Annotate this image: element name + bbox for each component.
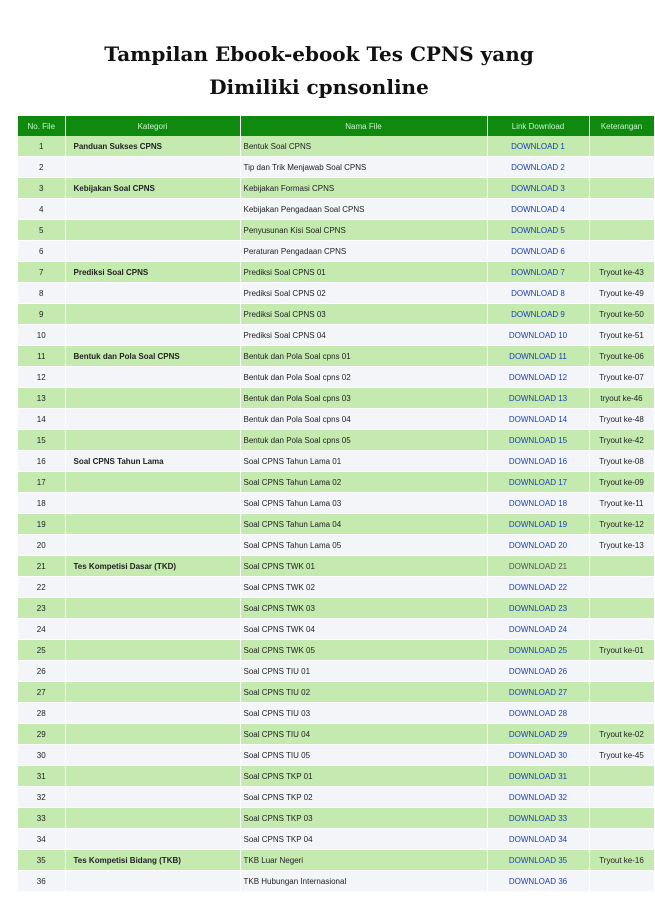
note-cell: Tryout ke-42	[589, 430, 654, 451]
note-cell: Tryout ke-51	[589, 325, 654, 346]
file-number-cell: 7	[18, 262, 65, 283]
table-row	[18, 577, 654, 598]
file-number-cell: 29	[18, 724, 65, 745]
header-kategori: Kategori	[65, 116, 240, 136]
header-nama-file: Nama File	[240, 116, 487, 136]
file-number-cell: 13	[18, 388, 65, 409]
note-cell	[589, 661, 654, 682]
file-number-cell: 21	[18, 556, 65, 577]
file-number-cell: 12	[18, 367, 65, 388]
note-cell: Tryout ke-07	[589, 367, 654, 388]
table-row	[18, 409, 654, 430]
file-name-cell: Soal CPNS TIU 04	[240, 724, 487, 745]
note-cell	[589, 766, 654, 787]
table-row	[18, 871, 654, 892]
file-name-cell: Soal CPNS TIU 01	[240, 661, 487, 682]
category-cell	[65, 388, 240, 409]
file-name-cell: Prediksi Soal CPNS 02	[240, 283, 487, 304]
note-cell: Tryout ke-16	[589, 850, 654, 871]
download-link[interactable]: DOWNLOAD 21	[487, 556, 589, 577]
file-number-cell: 4	[18, 199, 65, 220]
note-cell: Tryout ke-45	[589, 745, 654, 766]
category-cell	[65, 283, 240, 304]
file-name-cell: Bentuk dan Pola Soal cpns 01	[240, 346, 487, 367]
category-cell	[65, 430, 240, 451]
file-number-cell: 34	[18, 829, 65, 850]
file-name-cell: Bentuk dan Pola Soal cpns 04	[240, 409, 487, 430]
download-link[interactable]: DOWNLOAD 4	[487, 199, 589, 220]
category-cell	[65, 367, 240, 388]
file-name-cell: Soal CPNS Tahun Lama 03	[240, 493, 487, 514]
file-number-cell: 10	[18, 325, 65, 346]
download-link[interactable]: DOWNLOAD 31	[487, 766, 589, 787]
file-number-cell: 15	[18, 430, 65, 451]
file-name-cell: Soal CPNS TKP 01	[240, 766, 487, 787]
note-cell	[589, 619, 654, 640]
table-row	[18, 514, 654, 535]
note-cell: Tryout ke-49	[589, 283, 654, 304]
file-name-cell: Soal CPNS Tahun Lama 05	[240, 535, 487, 556]
file-number-cell: 25	[18, 640, 65, 661]
file-number-cell: 23	[18, 598, 65, 619]
file-name-cell: Tip dan Trik Menjawab Soal CPNS	[240, 157, 487, 178]
file-name-cell: Soal CPNS TWK 04	[240, 619, 487, 640]
file-name-cell: Prediksi Soal CPNS 03	[240, 304, 487, 325]
file-number-cell: 9	[18, 304, 65, 325]
category-cell	[65, 304, 240, 325]
file-name-cell: Penyusunan Kisi Soal CPNS	[240, 220, 487, 241]
download-link[interactable]: DOWNLOAD 11	[487, 346, 589, 367]
file-number-cell: 20	[18, 535, 65, 556]
table-row	[18, 682, 654, 703]
category-cell	[65, 241, 240, 262]
note-cell	[589, 157, 654, 178]
file-number-cell: 1	[18, 136, 65, 157]
category-cell	[65, 871, 240, 892]
note-cell: Tryout ke-09	[589, 472, 654, 493]
file-name-cell: Soal CPNS TIU 03	[240, 703, 487, 724]
page-title	[0, 38, 638, 104]
category-cell	[65, 808, 240, 829]
table-row	[18, 598, 654, 619]
download-link[interactable]: DOWNLOAD 27	[487, 682, 589, 703]
category-cell	[65, 766, 240, 787]
download-link[interactable]: DOWNLOAD 14	[487, 409, 589, 430]
file-number-cell: 22	[18, 577, 65, 598]
download-link[interactable]: DOWNLOAD 9	[487, 304, 589, 325]
download-link[interactable]: DOWNLOAD 3	[487, 178, 589, 199]
note-cell	[589, 787, 654, 808]
category-cell: Soal CPNS Tahun Lama	[65, 451, 240, 472]
note-cell: Tryout ke-08	[589, 451, 654, 472]
note-cell: Tryout ke-50	[589, 304, 654, 325]
header-link-download: Link Download	[487, 116, 589, 136]
download-link[interactable]: DOWNLOAD 25	[487, 640, 589, 661]
table-row	[18, 220, 654, 241]
file-name-cell: TKB Luar Negeri	[240, 850, 487, 871]
table-row	[18, 808, 654, 829]
note-cell	[589, 682, 654, 703]
category-cell: Kebijakan Soal CPNS	[65, 178, 240, 199]
download-link[interactable]: DOWNLOAD 20	[487, 535, 589, 556]
table-row	[18, 661, 654, 682]
note-cell	[589, 556, 654, 577]
download-link[interactable]: DOWNLOAD 35	[487, 850, 589, 871]
note-cell: Tryout ke-01	[589, 640, 654, 661]
table-row	[18, 703, 654, 724]
download-link[interactable]: DOWNLOAD 15	[487, 430, 589, 451]
file-name-cell: Soal CPNS TWK 05	[240, 640, 487, 661]
file-number-cell: 3	[18, 178, 65, 199]
download-link[interactable]: DOWNLOAD 8	[487, 283, 589, 304]
file-number-cell: 2	[18, 157, 65, 178]
category-cell: Tes Kompetisi Dasar (TKD)	[65, 556, 240, 577]
note-cell: Tryout ke-06	[589, 346, 654, 367]
note-cell: Tryout ke-12	[589, 514, 654, 535]
file-number-cell: 26	[18, 661, 65, 682]
category-cell	[65, 682, 240, 703]
download-link[interactable]: DOWNLOAD 17	[487, 472, 589, 493]
file-name-cell: Peraturan Pengadaan CPNS	[240, 241, 487, 262]
note-cell	[589, 871, 654, 892]
file-name-cell: Soal CPNS TWK 02	[240, 577, 487, 598]
download-link[interactable]: DOWNLOAD 1	[487, 136, 589, 157]
category-cell	[65, 598, 240, 619]
table-row	[18, 136, 654, 157]
table-row	[18, 325, 654, 346]
file-name-cell: Soal CPNS TWK 01	[240, 556, 487, 577]
category-cell	[65, 724, 240, 745]
category-cell	[65, 661, 240, 682]
file-number-cell: 19	[18, 514, 65, 535]
file-number-cell: 28	[18, 703, 65, 724]
download-link[interactable]: DOWNLOAD 30	[487, 745, 589, 766]
note-cell	[589, 577, 654, 598]
download-link[interactable]: DOWNLOAD 22	[487, 577, 589, 598]
table-row	[18, 262, 654, 283]
download-link[interactable]: DOWNLOAD 6	[487, 241, 589, 262]
table-row	[18, 157, 654, 178]
file-name-cell: TKB Hubungan Internasional	[240, 871, 487, 892]
table-row	[18, 787, 654, 808]
file-name-cell: Kebijakan Formasi CPNS	[240, 178, 487, 199]
ebook-table-container	[18, 116, 644, 892]
table-row	[18, 388, 654, 409]
note-cell: Tryout ke-11	[589, 493, 654, 514]
download-link[interactable]: DOWNLOAD 12	[487, 367, 589, 388]
category-cell	[65, 220, 240, 241]
file-number-cell: 36	[18, 871, 65, 892]
file-name-cell: Soal CPNS Tahun Lama 02	[240, 472, 487, 493]
table-row	[18, 346, 654, 367]
download-link[interactable]: DOWNLOAD 5	[487, 220, 589, 241]
download-link[interactable]: DOWNLOAD 19	[487, 514, 589, 535]
title-line-1: Tampilan Ebook-ebook Tes CPNS yang	[104, 42, 534, 66]
download-link[interactable]: DOWNLOAD 29	[487, 724, 589, 745]
file-name-cell: Soal CPNS Tahun Lama 01	[240, 451, 487, 472]
file-name-cell: Bentuk dan Pola Soal cpns 03	[240, 388, 487, 409]
ebook-table	[18, 116, 655, 892]
download-link[interactable]: DOWNLOAD 28	[487, 703, 589, 724]
note-cell	[589, 178, 654, 199]
table-row	[18, 493, 654, 514]
download-link[interactable]: DOWNLOAD 18	[487, 493, 589, 514]
note-cell	[589, 829, 654, 850]
note-cell	[589, 808, 654, 829]
file-number-cell: 35	[18, 850, 65, 871]
file-number-cell: 8	[18, 283, 65, 304]
file-name-cell: Soal CPNS TWK 03	[240, 598, 487, 619]
file-name-cell: Soal CPNS Tahun Lama 04	[240, 514, 487, 535]
download-link[interactable]: DOWNLOAD 7	[487, 262, 589, 283]
category-cell	[65, 157, 240, 178]
table-row	[18, 829, 654, 850]
download-link[interactable]: DOWNLOAD 23	[487, 598, 589, 619]
download-link[interactable]: DOWNLOAD 10	[487, 325, 589, 346]
file-number-cell: 5	[18, 220, 65, 241]
title-line-2: Dimiliki cpnsonline	[209, 75, 429, 99]
table-header-row	[18, 116, 654, 136]
category-cell	[65, 199, 240, 220]
note-cell: Tryout ke-48	[589, 409, 654, 430]
table-row	[18, 178, 654, 199]
note-cell	[589, 136, 654, 157]
note-cell	[589, 241, 654, 262]
table-row	[18, 430, 654, 451]
file-number-cell: 31	[18, 766, 65, 787]
table-row	[18, 367, 654, 388]
file-number-cell: 18	[18, 493, 65, 514]
download-link[interactable]: DOWNLOAD 2	[487, 157, 589, 178]
download-link[interactable]: DOWNLOAD 36	[487, 871, 589, 892]
category-cell: Tes Kompetisi Bidang (TKB)	[65, 850, 240, 871]
table-row	[18, 451, 654, 472]
note-cell: Tryout ke-02	[589, 724, 654, 745]
file-number-cell: 16	[18, 451, 65, 472]
file-name-cell: Soal CPNS TIU 05	[240, 745, 487, 766]
note-cell	[589, 220, 654, 241]
category-cell	[65, 787, 240, 808]
file-name-cell: Kebijakan Pengadaan Soal CPNS	[240, 199, 487, 220]
file-number-cell: 24	[18, 619, 65, 640]
file-name-cell: Soal CPNS TKP 03	[240, 808, 487, 829]
file-number-cell: 17	[18, 472, 65, 493]
table-row	[18, 850, 654, 871]
table-row	[18, 724, 654, 745]
category-cell: Bentuk dan Pola Soal CPNS	[65, 346, 240, 367]
file-number-cell: 11	[18, 346, 65, 367]
file-number-cell: 6	[18, 241, 65, 262]
file-name-cell: Soal CPNS TKP 02	[240, 787, 487, 808]
note-cell: Tryout ke-13	[589, 535, 654, 556]
header-no-file: No. File	[18, 116, 65, 136]
table-row	[18, 241, 654, 262]
category-cell	[65, 829, 240, 850]
download-link[interactable]: DOWNLOAD 26	[487, 661, 589, 682]
table-row	[18, 472, 654, 493]
file-number-cell: 30	[18, 745, 65, 766]
file-name-cell: Soal CPNS TIU 02	[240, 682, 487, 703]
note-cell: tryout ke-46	[589, 388, 654, 409]
table-row	[18, 535, 654, 556]
category-cell	[65, 640, 240, 661]
category-cell: Prediksi Soal CPNS	[65, 262, 240, 283]
table-row	[18, 556, 654, 577]
category-cell	[65, 472, 240, 493]
category-cell	[65, 703, 240, 724]
table-row	[18, 199, 654, 220]
file-name-cell: Bentuk Soal CPNS	[240, 136, 487, 157]
category-cell	[65, 493, 240, 514]
download-link[interactable]: DOWNLOAD 32	[487, 787, 589, 808]
file-name-cell: Soal CPNS TKP 04	[240, 829, 487, 850]
category-cell	[65, 409, 240, 430]
category-cell	[65, 619, 240, 640]
download-link[interactable]: DOWNLOAD 16	[487, 451, 589, 472]
note-cell	[589, 199, 654, 220]
table-row	[18, 304, 654, 325]
table-row	[18, 766, 654, 787]
file-name-cell: Prediksi Soal CPNS 01	[240, 262, 487, 283]
note-cell	[589, 703, 654, 724]
category-cell	[65, 577, 240, 598]
table-row	[18, 745, 654, 766]
category-cell	[65, 325, 240, 346]
category-cell	[65, 745, 240, 766]
table-row	[18, 283, 654, 304]
category-cell	[65, 535, 240, 556]
file-number-cell: 33	[18, 808, 65, 829]
file-number-cell: 27	[18, 682, 65, 703]
download-link[interactable]: DOWNLOAD 24	[487, 619, 589, 640]
table-body	[18, 136, 654, 892]
category-cell: Panduan Sukses CPNS	[65, 136, 240, 157]
file-number-cell: 14	[18, 409, 65, 430]
download-link[interactable]: DOWNLOAD 33	[487, 808, 589, 829]
download-link[interactable]: DOWNLOAD 34	[487, 829, 589, 850]
file-name-cell: Prediksi Soal CPNS 04	[240, 325, 487, 346]
download-link[interactable]: DOWNLOAD 13	[487, 388, 589, 409]
file-name-cell: Bentuk dan Pola Soal cpns 05	[240, 430, 487, 451]
table-row	[18, 619, 654, 640]
file-number-cell: 32	[18, 787, 65, 808]
note-cell: Tryout ke-43	[589, 262, 654, 283]
header-keterangan: Keterangan	[589, 116, 654, 136]
note-cell	[589, 598, 654, 619]
table-row	[18, 640, 654, 661]
file-name-cell: Bentuk dan Pola Soal cpns 02	[240, 367, 487, 388]
category-cell	[65, 514, 240, 535]
